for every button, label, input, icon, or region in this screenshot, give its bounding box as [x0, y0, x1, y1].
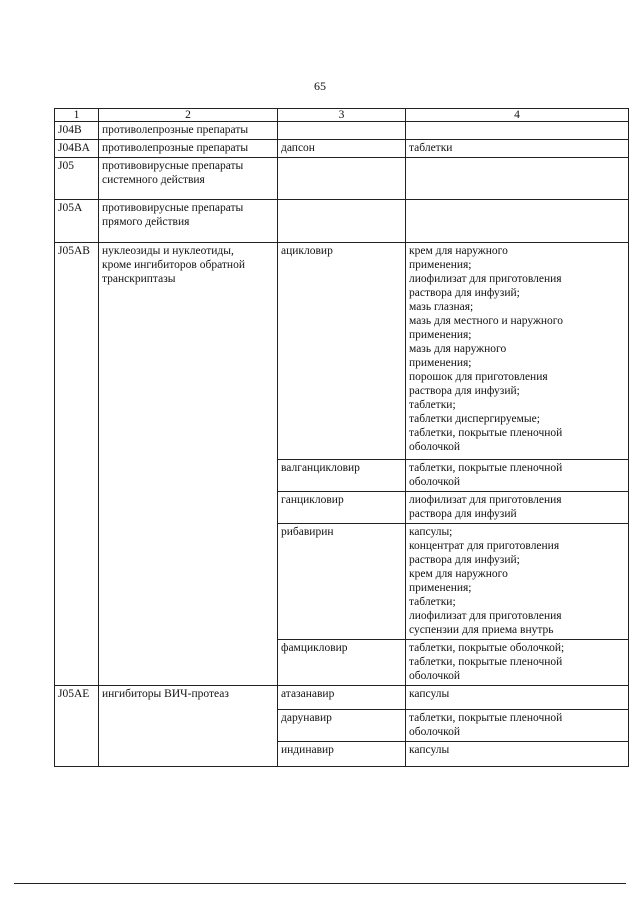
group-name-cell: ингибиторы ВИЧ-протеаз [99, 686, 278, 767]
dosage-form-cell: капсулы [406, 686, 629, 710]
dosage-form-cell: капсулы [406, 742, 629, 767]
drug-name-cell: ацикловир [278, 243, 406, 460]
drug-name-cell: ганцикловир [278, 492, 406, 524]
group-name-cell: нуклеозиды и нуклеотиды, кроме ингибиторов обратной транскриптазы [99, 243, 278, 686]
drug-name-cell [278, 122, 406, 140]
column-header-1: 1 [55, 109, 99, 122]
drug-name-cell: валганцикловир [278, 460, 406, 492]
table-row [55, 200, 629, 243]
table-row [55, 140, 629, 158]
drug-name-cell [278, 158, 406, 200]
atc-code-cell: J05 [55, 158, 99, 200]
drug-classification-table [54, 108, 629, 767]
bottom-rule [14, 883, 626, 884]
dosage-form-cell: лиофилизат для приготовления раствора для инфузий [406, 492, 629, 524]
group-name-cell: противолепрозные препараты [99, 140, 278, 158]
table-row [55, 243, 629, 460]
drug-name-cell: атазанавир [278, 686, 406, 710]
atc-code-cell: J04B [55, 122, 99, 140]
table-row [55, 158, 629, 200]
atc-code-cell: J05AB [55, 243, 99, 686]
dosage-form-cell: таблетки, покрытые оболочкой; таблетки, покрытые пленочной оболочкой [406, 640, 629, 686]
dosage-form-cell [406, 158, 629, 200]
table-header-row [55, 109, 629, 122]
drug-name-cell: рибавирин [278, 524, 406, 640]
drug-name-cell: дарунавир [278, 710, 406, 742]
atc-code-cell: J05A [55, 200, 99, 243]
column-header-3: 3 [278, 109, 406, 122]
dosage-form-cell: капсулы; концентрат для приготовления раствора для инфузий; крем для наружного применения; таблетки; лиофилизат для приготовления суспензии для приема внутрь [406, 524, 629, 640]
dosage-form-cell: таблетки, покрытые пленочной оболочкой [406, 460, 629, 492]
column-header-2: 2 [99, 109, 278, 122]
column-header-4: 4 [406, 109, 629, 122]
drug-name-cell: индинавир [278, 742, 406, 767]
drug-name-cell [278, 200, 406, 243]
dosage-form-cell [406, 122, 629, 140]
group-name-cell: противовирусные препараты системного действия [99, 158, 278, 200]
dosage-form-cell: крем для наружного применения; лиофилизат для приготовления раствора для инфузий; мазь глазная; мазь для местного и наружного применения; мазь для наружного применения; порошок для приготовления раствора для инфузий; таблетки; таблетки диспергируемые; таблетки, покрытые пленочной оболочкой [406, 243, 629, 460]
drug-name-cell: дапсон [278, 140, 406, 158]
group-name-cell: противолепрозные препараты [99, 122, 278, 140]
dosage-form-cell: таблетки, покрытые пленочной оболочкой [406, 710, 629, 742]
drug-name-cell: фамцикловир [278, 640, 406, 686]
table-row [55, 122, 629, 140]
page-number: 65 [314, 79, 326, 93]
group-name-cell: противовирусные препараты прямого действия [99, 200, 278, 243]
dosage-form-cell [406, 200, 629, 243]
atc-code-cell: J04BA [55, 140, 99, 158]
table-row [55, 686, 629, 710]
dosage-form-cell: таблетки [406, 140, 629, 158]
atc-code-cell: J05AE [55, 686, 99, 767]
